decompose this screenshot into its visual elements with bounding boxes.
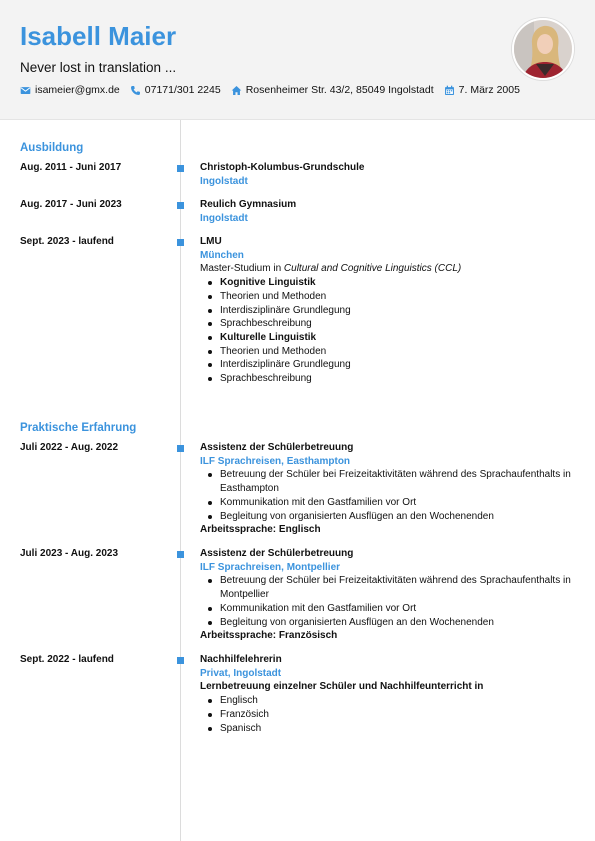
home-icon (231, 85, 242, 96)
work-language: Arbeitssprache: Englisch (200, 524, 321, 536)
profile-photo (512, 18, 574, 80)
list-item: Englisch (200, 694, 580, 708)
entry-date: Sept. 2023 - laufend (20, 236, 114, 247)
list-item: Begleitung von organisierten Ausflügen an den Wochenenden (200, 510, 580, 524)
list-item: Kulturelle Linguistik (200, 331, 580, 345)
work-language: Arbeitssprache: Französisch (200, 630, 338, 642)
entry-body (200, 161, 580, 188)
contact-address (231, 83, 434, 97)
tagline: Never lost in translation ... (20, 60, 177, 75)
entry-description (200, 262, 580, 276)
entry-title: Nachhilfelehrerin (200, 654, 282, 665)
person-name: Isabell Maier (20, 21, 177, 51)
entry-title: Reulich Gymnasium (200, 199, 297, 210)
timeline-marker (177, 239, 184, 246)
list-item: Kommunikation mit den Gastfamilien vor Ort (200, 496, 580, 510)
list-item: Begleitung von organisierten Ausflügen an den Wochenenden (200, 616, 580, 630)
subject-list (200, 694, 580, 735)
entry-body (200, 235, 580, 386)
list-item: Betreuung der Schüler bei Freizeitaktivitäten während des Sprachaufenthalts in Easthampton (200, 468, 580, 495)
timeline-marker (177, 551, 184, 558)
course-list (200, 276, 580, 386)
list-item: Theorien und Methoden (200, 345, 580, 359)
section-title-education: Ausbildung (20, 142, 84, 154)
address-text: Rosenheimer Str. 43/2, 85049 Ingolstadt (245, 84, 434, 96)
entry-body (200, 547, 580, 643)
entry-location: Ingolstadt (200, 175, 248, 187)
list-item: Kognitive Linguistik (200, 276, 580, 290)
entry-date: Juli 2023 - Aug. 2023 (20, 548, 119, 559)
entry-date: Aug. 2011 - Juni 2017 (20, 162, 122, 173)
entry-location: ILF Sprachreisen, Easthampton (200, 455, 351, 467)
list-item: Kommunikation mit den Gastfamilien vor Ort (200, 602, 580, 616)
entry-location: Privat, Ingolstadt (200, 667, 282, 679)
entry-body (200, 441, 580, 537)
phone-icon (130, 85, 141, 96)
contact-email[interactable] (20, 83, 120, 97)
entry-body (200, 653, 580, 735)
entry-location: Ingolstadt (200, 212, 248, 224)
contact-birthdate (444, 83, 520, 97)
entry-location: ILF Sprachreisen, Montpellier (200, 561, 341, 573)
timeline-marker (177, 445, 184, 452)
entry-body (200, 198, 580, 225)
timeline-divider (180, 120, 181, 841)
entry-lead: Lernbetreuung einzelner Schüler und Nachhilfeunterricht in (200, 681, 484, 693)
timeline-marker (177, 657, 184, 664)
list-item: Sprachbeschreibung (200, 317, 580, 331)
timeline-marker (177, 165, 184, 172)
list-item: Interdisziplinäre Grundlegung (200, 358, 580, 372)
entry-title: Assistenz der Schülerbetreuung (200, 442, 354, 453)
calendar-icon (444, 85, 455, 96)
entry-date: Juli 2022 - Aug. 2022 (20, 442, 119, 453)
entry-date: Aug. 2017 - Juni 2023 (20, 199, 122, 210)
course-name: Cultural and Cognitive Linguistics (CCL) (283, 263, 462, 275)
contact-phone[interactable] (130, 83, 221, 97)
list-item: Theorien und Methoden (200, 290, 580, 304)
entry-title: Christoph-Kolumbus-Grundschule (200, 162, 365, 173)
entry-title: Assistenz der Schülerbetreuung (200, 548, 354, 559)
timeline-marker (177, 202, 184, 209)
list-item: Französich (200, 708, 580, 722)
cv-header (0, 0, 595, 120)
phone-text: 07171/301 2245 (144, 84, 221, 96)
entry-date: Sept. 2022 - laufend (20, 654, 114, 665)
section-title-experience: Praktische Erfahrung (20, 422, 137, 434)
list-item: Spanisch (200, 722, 580, 736)
birthdate-text: 7. März 2005 (458, 84, 520, 96)
entry-location: München (200, 249, 244, 261)
list-item: Interdisziplinäre Grundlegung (200, 304, 580, 318)
envelope-icon (20, 85, 31, 96)
list-item: Betreuung der Schüler bei Freizeitaktivitäten während des Sprachaufenthalts in Montpellier (200, 574, 580, 601)
contact-info (20, 83, 530, 97)
task-list (200, 468, 580, 523)
task-list (200, 574, 580, 629)
entry-title: LMU (200, 236, 222, 247)
description-prefix: Master-Studium in (200, 263, 284, 275)
list-item: Sprachbeschreibung (200, 372, 580, 386)
email-text: isameier@gmx.de (35, 84, 120, 96)
